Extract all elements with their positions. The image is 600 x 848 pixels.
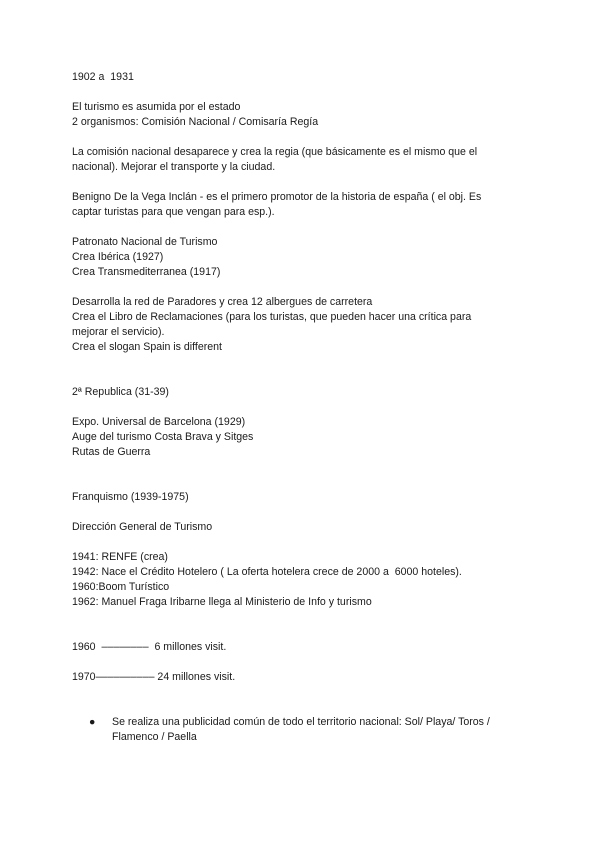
text-line: mejorar el servicio). <box>72 326 165 338</box>
bullet-text-line-1: Se realiza una publicidad común de todo el territorio nacional: Sol/ Playa/ Toros / <box>112 716 490 728</box>
blank-line <box>72 175 532 190</box>
text-line: 2ª Republica (31-39) <box>72 386 169 398</box>
blank-line <box>72 130 532 145</box>
text-line: captar turistas para que vengan para esp.). <box>72 206 275 218</box>
text-line: 1960 –––––––– 6 millones visit. <box>72 641 227 653</box>
text-line: Dirección General de Turismo <box>72 521 213 533</box>
text-line: nacional). Mejorar el transporte y la ciudad. <box>72 161 276 173</box>
blank-line <box>72 280 532 295</box>
blank-line <box>72 535 532 550</box>
document-page <box>72 70 532 745</box>
text-line: La comisión nacional desaparece y crea la regia (que básicamente es el mismo que el <box>72 146 478 158</box>
blank-line <box>72 85 532 100</box>
text-line: 1902 a 1931 <box>72 71 134 83</box>
blank-line <box>72 355 532 370</box>
text-line: 1970–––––––––– 24 millones visit. <box>72 671 236 683</box>
text-line: Rutas de Guerra <box>72 446 151 458</box>
blank-line <box>72 655 532 670</box>
document-body <box>72 70 532 715</box>
text-line: El turismo es asumida por el estado <box>72 101 241 113</box>
bullet-text-line-2: Flamenco / Paella <box>112 731 197 743</box>
blank-line <box>72 685 532 700</box>
text-line: Crea el slogan Spain is different <box>72 341 222 353</box>
blank-line <box>72 700 532 715</box>
text-line: 1942: Nace el Crédito Hotelero ( La oferta hotelera crece de 2000 a 6000 hoteles). <box>72 566 462 578</box>
blank-line <box>72 460 532 475</box>
text-line: 2 organismos: Comisión Nacional / Comisaría Regía <box>72 116 319 128</box>
bullet-list-item <box>72 715 532 745</box>
blank-line <box>72 220 532 235</box>
text-line: Desarrolla la red de Paradores y crea 12 albergues de carretera <box>72 296 373 308</box>
text-line: Patronato Nacional de Turismo <box>72 236 218 248</box>
text-line: Crea el Libro de Reclamaciones (para los turistas, que pueden hacer una crítica para <box>72 311 472 323</box>
blank-line <box>72 400 532 415</box>
blank-line <box>72 625 532 640</box>
text-line: 1960:Boom Turístico <box>72 581 170 593</box>
blank-line <box>72 475 532 490</box>
blank-line <box>72 370 532 385</box>
text-line: Benigno De la Vega Inclán - es el primero promotor de la historia de españa ( el obj. Es <box>72 191 482 203</box>
blank-line <box>72 610 532 625</box>
text-line: Crea Transmediterranea (1917) <box>72 266 221 278</box>
text-line: Expo. Universal de Barcelona (1929) <box>72 416 246 428</box>
text-line: Crea Ibérica (1927) <box>72 251 164 263</box>
text-line: 1941: RENFE (crea) <box>72 551 168 563</box>
text-line: Auge del turismo Costa Brava y Sitges <box>72 431 254 443</box>
text-line: 1962: Manuel Fraga Iribarne llega al Ministerio de Info y turismo <box>72 596 372 608</box>
bullet-icon: ● <box>89 716 96 728</box>
blank-line <box>72 505 532 520</box>
text-line: Franquismo (1939-1975) <box>72 491 189 503</box>
